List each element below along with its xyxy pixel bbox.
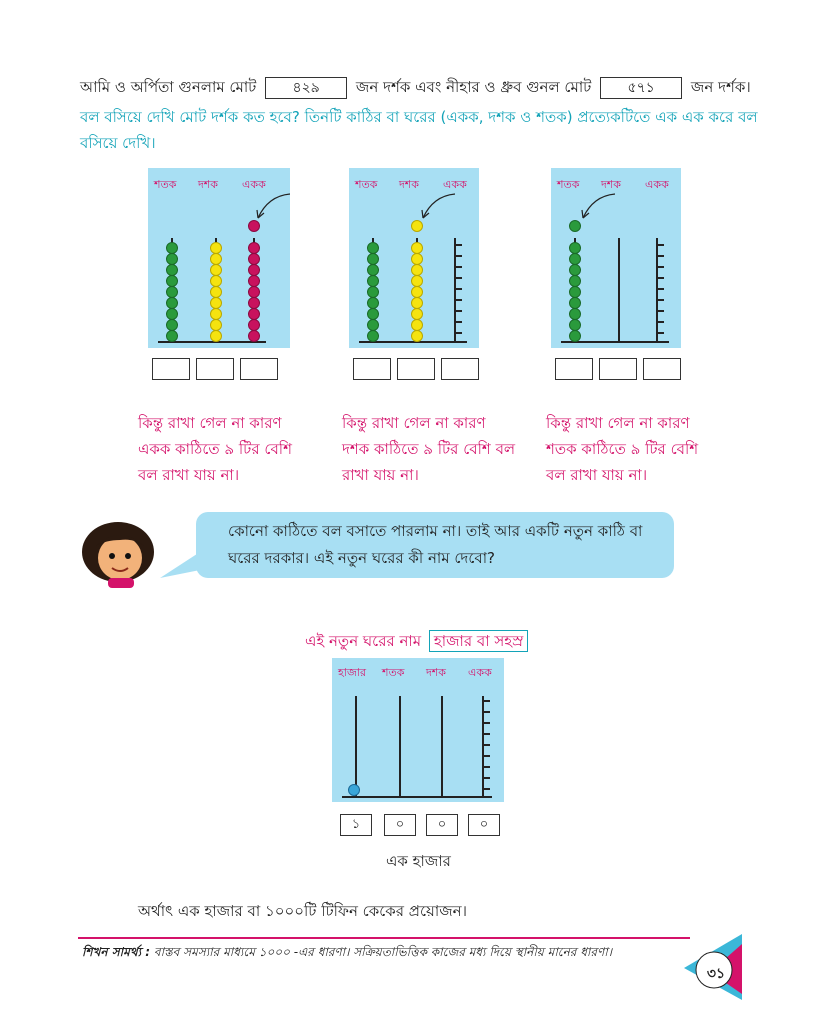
abacus-panel-3 — [551, 168, 681, 348]
note-hundreds: কিন্তু রাখা গেল না কারণ শতক কাঠিতে ৯ টির বেশি বল রাখা যায় না। — [546, 414, 699, 484]
bead-extra — [411, 220, 423, 232]
bead-extra — [248, 220, 260, 232]
beads-hundreds — [166, 242, 178, 342]
answer-box[interactable] — [152, 358, 190, 380]
new-place-name: হাজার বা সহস্র — [429, 630, 528, 652]
digit-tens: ০ — [426, 814, 458, 836]
girl-avatar-icon — [74, 518, 166, 590]
instruction-text: বল বসিয়ে দেখি মোট দর্শক কত হবে? তিনটি কাঠির বা ঘরের (একক, দশক ও শতক) প্রত্যেকটিতে এক এক করে বল বসিয়ে দেখি। — [80, 108, 758, 152]
label-tens: দশক — [198, 178, 218, 191]
abacus-panel-2 — [349, 168, 479, 348]
beads-tens — [411, 242, 423, 342]
answer-box[interactable] — [240, 358, 278, 380]
label-ones: একক — [468, 666, 492, 679]
bead-extra — [569, 220, 581, 232]
abacus-panel-1 — [148, 168, 290, 348]
answer-box[interactable] — [441, 358, 479, 380]
value-box-1: ৪২৯ — [265, 77, 347, 99]
conclusion-text: অর্থাৎ এক হাজার বা ১০০০টি টিফিন কেকের প্রয়োজন। — [138, 902, 467, 920]
answer-box[interactable] — [196, 358, 234, 380]
label-tens: দশক — [399, 178, 419, 191]
digit-hundreds: ০ — [384, 814, 416, 836]
rod — [618, 238, 620, 341]
rod — [355, 696, 357, 796]
digit-ones: ০ — [468, 814, 500, 836]
beads-ones — [248, 242, 260, 342]
footer-text — [82, 944, 612, 964]
abacus-base — [342, 796, 492, 798]
digit-thousands: ১ — [340, 814, 372, 836]
beads-hundreds — [367, 242, 379, 342]
label-ones: একক — [443, 178, 467, 191]
value-box-2: ৫৭১ — [600, 77, 682, 99]
new-place-line — [305, 630, 528, 655]
answer-box[interactable] — [555, 358, 593, 380]
label-hundreds: শতক — [154, 178, 177, 191]
new-place-prefix: এই নতুন ঘরের নাম — [305, 632, 422, 650]
empty-rod-ticks — [456, 244, 464, 344]
beads-hundreds — [569, 242, 581, 342]
footer-divider — [78, 937, 690, 939]
empty-rod-ticks — [658, 244, 666, 344]
number-word: এক হাজার — [386, 852, 451, 870]
answer-box[interactable] — [397, 358, 435, 380]
beads-tens — [210, 242, 222, 342]
intro-part1: আমি ও অর্পিতা গুনলাম মোট — [80, 78, 257, 96]
label-tens: দশক — [426, 666, 446, 679]
note-tens: কিন্তু রাখা গেল না কারণ দশক কাঠিতে ৯ টির বেশি বল রাখা যায় না। — [342, 414, 516, 484]
intro-part3: জন দর্শক। — [690, 78, 751, 96]
label-tens: দশক — [601, 178, 621, 191]
label-ones: একক — [645, 178, 669, 191]
abacus-panel-thousands — [332, 658, 504, 802]
page-number: ৩১ — [706, 966, 726, 982]
footer-label: শিখন সামর্থ্য : — [82, 945, 151, 959]
note-ones: কিন্তু রাখা গেল না কারণ একক কাঠিতে ৯ টির বেশি বল রাখা যায় না। — [138, 414, 292, 484]
answer-box[interactable] — [353, 358, 391, 380]
rod — [441, 696, 443, 796]
label-hundreds: শতক — [355, 178, 378, 191]
label-hundreds: শতক — [382, 666, 405, 679]
speech-text: কোনো কাঠিতে বল বসাতে পারলাম না। তাই আর একটি নতুন কাঠি বা ঘরের দরকার। এই নতুন ঘরের কী নাম দেবো? — [228, 522, 643, 567]
intro-part2: জন দর্শক এবং নীহার ও ধ্রুব গুনল মোট — [355, 78, 592, 96]
rod — [399, 696, 401, 796]
label-hundreds: শতক — [557, 178, 580, 191]
empty-rod-ticks — [484, 700, 492, 796]
label-ones: একক — [242, 178, 266, 191]
answer-box[interactable] — [599, 358, 637, 380]
footer-body: বাস্তব সমস্যার মাধ্যমে ১০০০ -এর ধারণা। সক্রিয়তাভিত্তিক কাজের মধ্য দিয়ে স্থানীয় মানের ধারণা। — [153, 945, 613, 959]
bead-thousand — [348, 784, 360, 796]
answer-box[interactable] — [643, 358, 681, 380]
label-thousands: হাজার — [338, 666, 367, 679]
intro-line — [80, 76, 751, 101]
